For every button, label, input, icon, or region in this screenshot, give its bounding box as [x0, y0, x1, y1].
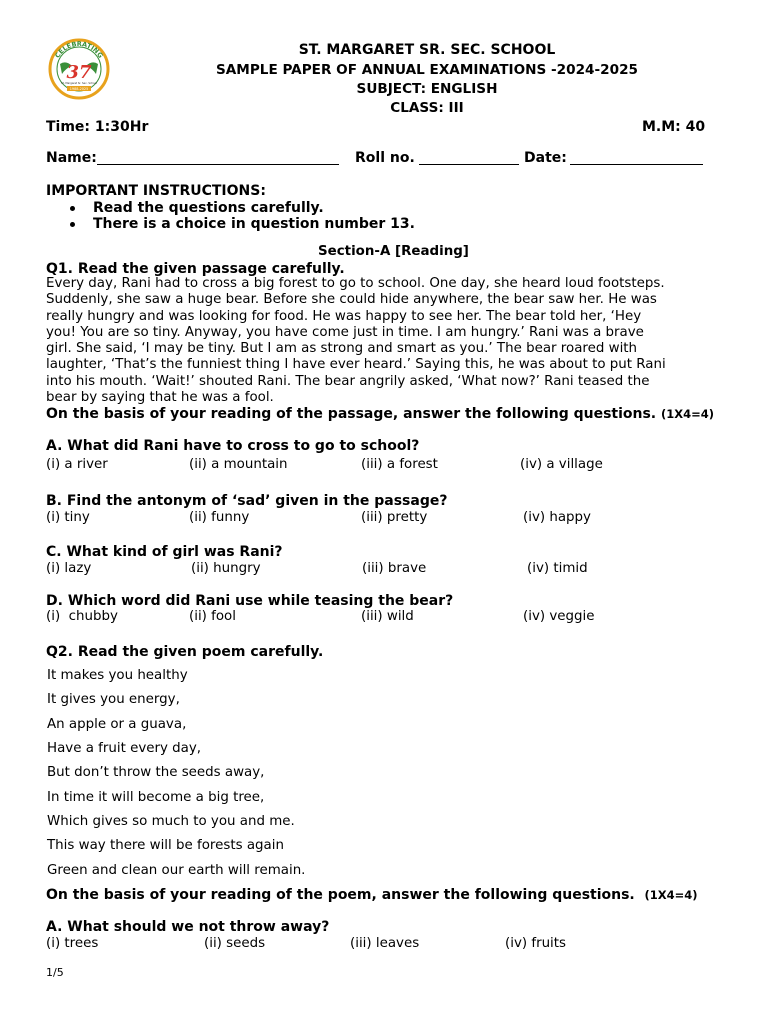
instruction-2: There is a choice in question number 13. — [93, 216, 415, 232]
q2-a-question: A. What should we not throw away? — [46, 919, 330, 935]
bullet — [70, 206, 75, 211]
poem-line: It gives you energy, — [47, 692, 180, 707]
q1-instruction: On the basis of your reading of the passage, answer the following questions. (1X4=4) — [46, 406, 715, 422]
q2-marks: (1X4=4) — [644, 888, 698, 902]
passage-line: Every day, Rani had to cross a big forest to go to school. One day, she heard loud footsteps. — [46, 276, 665, 291]
passage-line: really hungry and was looking for food. He was happy to see her. The bear told her, ‘Hey — [46, 308, 642, 324]
bullet — [70, 222, 75, 227]
time: Time: 1:30Hr — [46, 119, 149, 135]
poem-line: In time it will become a big tree, — [47, 790, 265, 805]
logo-number: 37 — [66, 62, 92, 83]
q1-c-option-2[interactable]: (ii) hungry — [191, 561, 261, 576]
q2-a-option-1[interactable]: (i) trees — [46, 936, 99, 951]
poem-line: But don’t throw the seeds away, — [47, 765, 265, 780]
q1-c-option-1[interactable]: (i) lazy — [46, 561, 92, 576]
q1-b-option-1[interactable]: (i) tiny — [46, 510, 90, 525]
page-number: 1/5 — [46, 966, 64, 979]
poem-line: Have a fruit every day, — [47, 741, 202, 756]
q1-b-option-2[interactable]: (ii) funny — [189, 510, 250, 525]
max-marks: M.M: 40 — [642, 119, 706, 135]
passage-line: into his mouth. ‘Wait!’ shouted Rani. The bear angrily asked, ‘What now?’ Rani teased the — [46, 373, 650, 389]
q1-a-option-1[interactable]: (i) a river — [46, 457, 108, 472]
q1-a-question: A. What did Rani have to cross to go to school? — [46, 438, 420, 454]
q2-instruction: On the basis of your reading of the poem, answer the following questions. (1X4=4) — [46, 887, 698, 903]
instruction-1: Read the questions carefully. — [93, 200, 324, 216]
name-line[interactable] — [97, 164, 339, 165]
class: CLASS: III — [390, 100, 464, 116]
q1-d-option-4[interactable]: (iv) veggie — [523, 609, 595, 624]
q2-title: Q2. Read the given poem carefully. — [46, 644, 324, 660]
q2-a-option-2[interactable]: (ii) seeds — [204, 936, 266, 951]
poem-line: Green and clean our earth will remain. — [47, 863, 306, 878]
q1-a-option-2[interactable]: (ii) a mountain — [189, 457, 288, 472]
passage-line: Suddenly, she saw a huge bear. Before she could hide anywhere, the bear saw her. He was — [46, 292, 657, 308]
logo-motto: St. Margaret Sr. Sec. School — [61, 82, 97, 85]
school-name: ST. MARGARET SR. SEC. SCHOOL — [298, 42, 556, 58]
q2-a-option-3[interactable]: (iii) leaves — [350, 936, 420, 951]
passage-line: you! You are so tiny. Anyway, you have come just in time. I am hungry.’ Rani was a brave — [46, 324, 644, 340]
roll-line[interactable] — [419, 164, 519, 165]
q1-d-option-1[interactable]: (i) chubby — [46, 609, 118, 624]
roll-label: Roll no. — [355, 150, 415, 166]
q1-marks: (1X4=4) — [661, 407, 715, 421]
q1-c-option-4[interactable]: (iv) timid — [527, 561, 588, 576]
q1-a-option-3[interactable]: (iii) a forest — [361, 457, 438, 472]
date-line[interactable] — [570, 164, 703, 165]
q1-b-option-3[interactable]: (iii) pretty — [361, 510, 428, 525]
passage-line: girl. She said, ‘I may be tiny. But I am as strong and smart as you.’ The bear roared with — [46, 341, 638, 357]
q1-d-option-3[interactable]: (iii) wild — [361, 609, 414, 624]
subject: SUBJECT: ENGLISH — [356, 81, 498, 97]
poem-line: An apple or a guava, — [47, 717, 187, 732]
logo-banner: 1988-2025 — [69, 87, 89, 91]
instructions-title: IMPORTANT INSTRUCTIONS: — [46, 183, 266, 199]
passage-line: laughter, ‘That’s the funniest thing I have ever heard.’ Saying this, he was about to put Rani — [46, 357, 666, 373]
name-label: Name: — [46, 150, 97, 166]
date-label: Date: — [524, 150, 567, 166]
q1-passage — [46, 276, 726, 406]
paper-title: SAMPLE PAPER OF ANNUAL EXAMINATIONS -2024-2025 — [215, 62, 638, 78]
q1-d-option-2[interactable]: (ii) fool — [189, 609, 236, 624]
logo-ring-text: CELEBRATING — [53, 39, 105, 60]
section-a-title: Section-A [Reading] — [318, 244, 469, 259]
poem-line: It makes you healthy — [47, 668, 188, 683]
q1-d-question: D. Which word did Rani use while teasing the bear? — [46, 593, 454, 609]
q1-b-option-4[interactable]: (iv) happy — [523, 510, 591, 525]
q1-b-question: B. Find the antonym of ‘sad’ given in the passage? — [46, 493, 448, 509]
passage-line: bear by saying that he was a fool. — [46, 390, 274, 406]
q1-a-option-4[interactable]: (iv) a village — [520, 457, 603, 472]
q1-title: Q1. Read the given passage carefully. — [46, 261, 345, 277]
poem-line: This way there will be forests again — [47, 838, 284, 853]
poem-line: Which gives so much to you and me. — [47, 814, 295, 829]
q1-c-question: C. What kind of girl was Rani? — [46, 544, 283, 560]
q2-a-option-4[interactable]: (iv) fruits — [505, 936, 567, 951]
q1-c-option-3[interactable]: (iii) brave — [362, 561, 427, 576]
